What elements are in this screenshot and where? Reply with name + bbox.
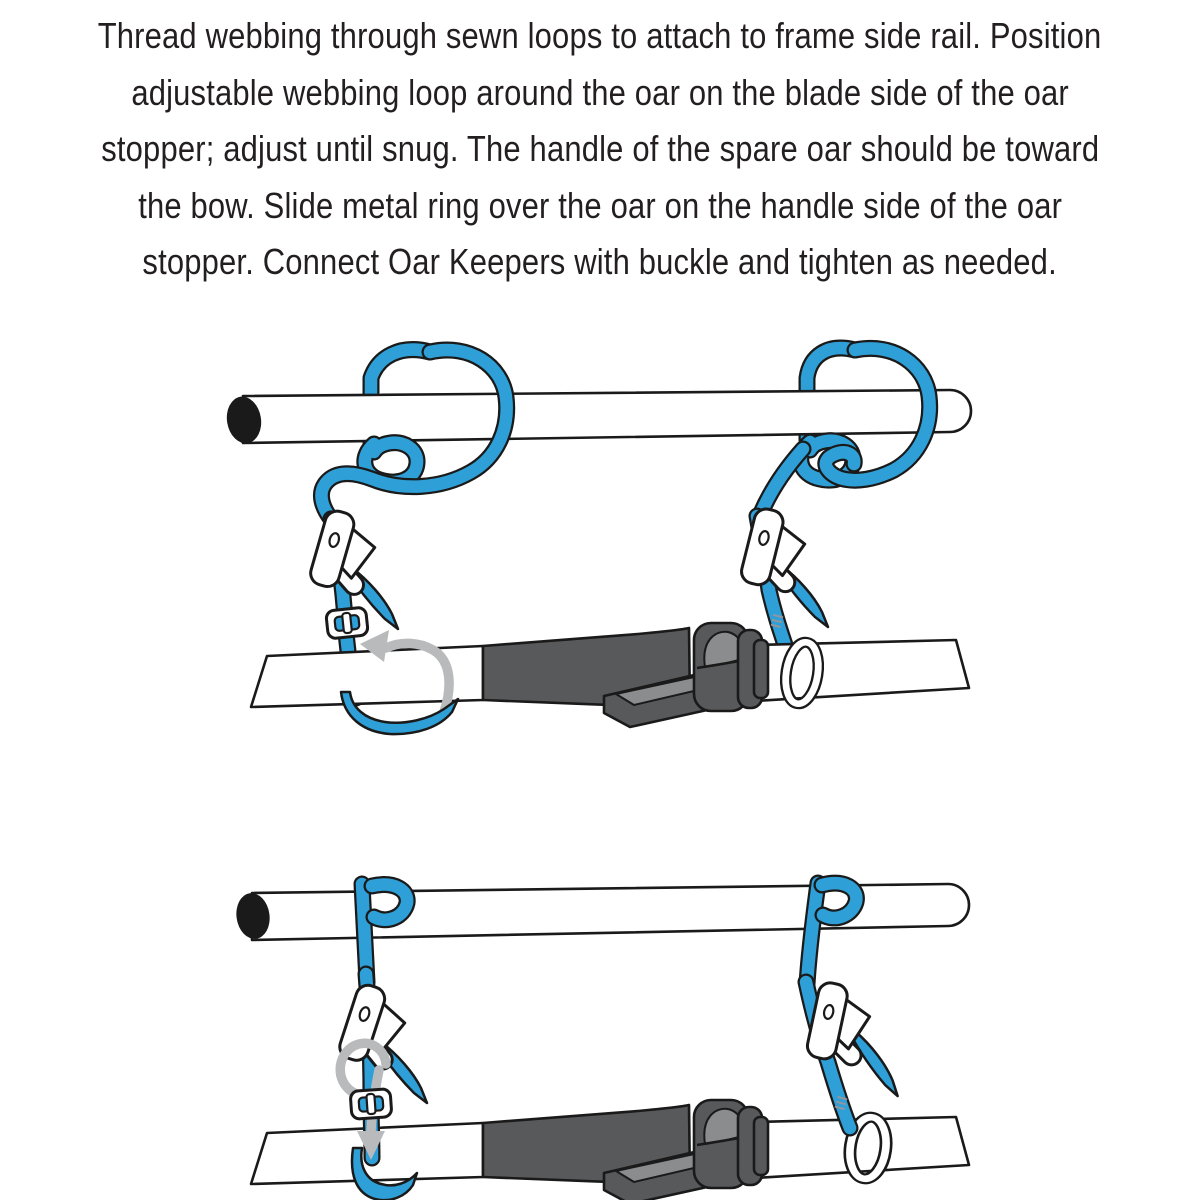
figure-step-tightened: [233, 883, 969, 1200]
frame-side-rail: [224, 390, 971, 446]
instruction-line-2: adjustable webbing loop around the oar on the blade side of the oar: [131, 71, 1069, 113]
instruction-line-3: stopper; adjust until snug. The handle of the spare oar should be toward: [100, 128, 1100, 169]
adjuster-slider: [350, 1089, 392, 1120]
instruction-line-5: stopper. Connect Oar Keepers with buckle and tighten as needed.: [142, 241, 1058, 282]
figure-step-loose: [224, 348, 971, 734]
instruction-line-4: the bow. Slide metal ring over the oar on the handle side of the oar: [138, 184, 1062, 226]
instruction-line-1: Thread webbing through sewn loops to attach to frame side rail. Position: [98, 15, 1102, 56]
adjuster-slider: [326, 607, 369, 639]
